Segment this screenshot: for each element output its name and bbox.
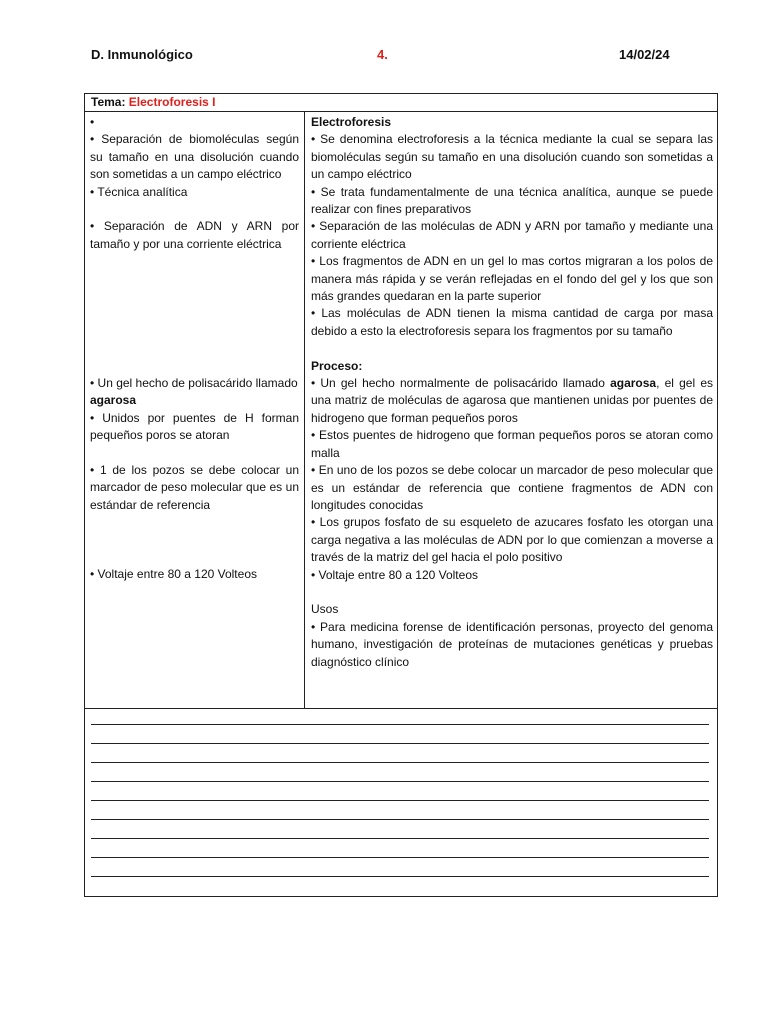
left-bullet-5: • Unidos por puentes de H forman pequeños poros se atoran (90, 410, 299, 443)
left-bullet-6: • 1 de los pozos se debe colocar un marcador de peso molecular que es un estándar de referencia (90, 463, 299, 512)
process-bullet-2: • Estos puentes de hidrogeno que forman pequeños poros se atoran como malla (311, 428, 713, 460)
left-bullet-empty: • (90, 115, 95, 129)
notes-heading: Electroforesis (311, 115, 392, 129)
column-divider (304, 111, 305, 708)
topic-label: Tema: (91, 95, 126, 109)
summary-rule (91, 838, 709, 839)
left-bullet-2: • Técnica analítica (90, 184, 188, 199)
summary-rule (91, 876, 709, 877)
date-label: 14/02/24 (619, 47, 670, 62)
page-number: 4. (377, 47, 388, 62)
notes-bullet-3: • Separación de las moléculas de ADN y ARN por tamaño y mediante una corriente eléctrica (311, 219, 713, 251)
topic-text (91, 95, 216, 109)
cue-column (90, 114, 299, 584)
summary-rule (91, 819, 709, 820)
uses-bullet-1: • Para medicina forense de identificación personas, proyecto del genoma humano, investigación de proteínas de mutaciones genéticas y pruebas diagnóstico clínico (311, 619, 713, 669)
process-bullet-4: • Los grupos fosfato de su esqueleto de azucares fosfato les otorgan una carga negativa a las moléculas de ADN por lo que comienzan a moverse a través de la matriz del gel hacia el polo positivo (311, 515, 713, 565)
notes-bullet-4: • Los fragmentos de ADN en un gel lo mas cortos migraran a los polos de manera más rápida y se verán reflejadas en el fondo del gel y los que son más grandes quedaran en la parte superior (311, 254, 713, 304)
left-bullet-4: • Un gel hecho de polisacárido llamado agarosa (90, 376, 298, 408)
summary-rule (91, 762, 709, 763)
notes-table (84, 93, 718, 897)
notes-column (311, 114, 713, 671)
summary-lines (91, 724, 709, 895)
process-bullet-5: • Voltaje entre 80 a 120 Volteos (311, 567, 478, 582)
process-bullet-3: • En uno de los pozos se debe colocar un marcador de peso molecular que es un estándar de referencia que contiene fragmentos de ADN con longitudes conocidas (311, 463, 713, 512)
summary-rule (91, 743, 709, 744)
left-bullet-1: • Separación de biomoléculas según su tamaño en una disolución cuando son sometidas a un campo eléctrico (90, 132, 299, 182)
left-bullet-7: • Voltaje entre 80 a 120 Volteos (90, 567, 257, 582)
uses-heading: Usos (311, 602, 339, 617)
summary-rule (91, 857, 709, 858)
topic-value: Electroforesis I (128, 95, 216, 109)
process-bullet-1: • Un gel hecho normalmente de polisacárido llamado agarosa, el gel es una matriz de moléculas de agarosa que mantienen unidas por puentes de hidrogeno que forman pequeños poros (311, 376, 713, 425)
process-heading: Proceso: (311, 358, 363, 373)
summary-rule (91, 781, 709, 782)
notes-bullet-1: • Se denomina electroforesis a la técnica mediante la cual se separa las biomoléculas según su tamaño en una disolución cuando son sometidas a un campo eléctrico (311, 132, 713, 182)
topic-row (85, 94, 717, 112)
notes-bullet-2: • Se trata fundamentalmente de una técnica analítica, aunque se puede realizar con fines preparativos (311, 184, 713, 217)
summary-rule (91, 800, 709, 801)
summary-rule (91, 724, 709, 725)
left-bullet-3: • Separación de ADN y ARN por tamaño y por una corriente eléctrica (90, 219, 299, 251)
subject-label: D. Inmunológico (91, 47, 193, 62)
summary-divider (85, 708, 717, 709)
notes-bullet-5: • Las moléculas de ADN tienen la misma cantidad de carga por masa debido a esto la electroforesis separa los fragmentos por su tamaño (311, 306, 713, 338)
